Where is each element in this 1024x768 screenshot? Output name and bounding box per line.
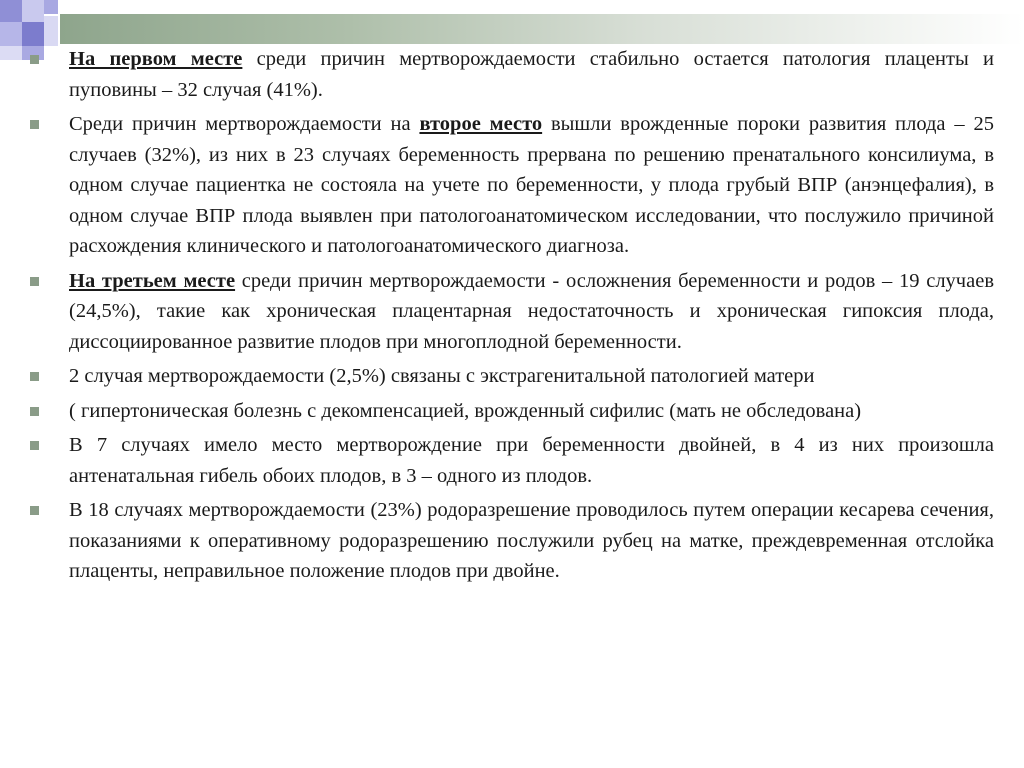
bullet-text: ( гипертоническая болезнь с декомпенсацией, врожденный сифилис (мать не обследована)	[69, 399, 862, 422]
square-bullet-icon	[30, 372, 39, 381]
bullet-item	[30, 495, 994, 587]
bullet-text: вышли врожденные пороки развития плода – 25 случаев (32%), из них в 23 случаях беременность прервана по решению пренатального консилиума, в одном случае пациентка не состояла на учете по беременности, у плода грубый ВПР (анэнцефалия), в одном случае ВПР плода выявлен при патологоанатомическом исследовании, что послужило причиной расхождения клинического и патологоанатомического диагноза.	[69, 113, 994, 257]
decorative-square	[22, 22, 44, 46]
slide-body	[30, 44, 994, 591]
bullet-list	[30, 44, 994, 587]
square-bullet-icon	[30, 407, 39, 416]
bullet-text: Среди причин мертворождаемости на	[69, 113, 420, 135]
bullet-item	[30, 430, 994, 491]
bullet-text: 2 случая мертворождаемости (2,5%) связаны с экстрагенитальной патологией матери	[69, 365, 815, 387]
decorative-square	[0, 22, 22, 46]
bullet-item	[30, 266, 994, 358]
bullet-text: В 18 случаях мертворождаемости (23%) родоразрешение проводилось путем операции кесарева сечения, показаниями к оперативному родоразрешению послужили рубец на матке, преждевременная отслойка плаценты, неправильное положение плодов при двойне.	[69, 499, 994, 582]
square-bullet-icon	[30, 506, 39, 515]
bullet-lead: второе место	[419, 113, 543, 135]
square-bullet-icon	[30, 441, 39, 450]
bullet-text: В 7 случаях имело место мертворождение при беременности двойней, в 4 из них произошла антенатальная гибель обоих плодов, в 3 – одного из плодов.	[69, 434, 994, 487]
bullet-item	[30, 361, 994, 392]
decorative-square	[44, 0, 58, 14]
bullet-text: среди причин мертворождаемости стабильно остается патология плаценты и пуповины – 32 случая (41%).	[69, 48, 994, 101]
square-bullet-icon	[30, 277, 39, 286]
bullet-item	[30, 44, 994, 105]
square-bullet-icon	[30, 55, 39, 64]
header-gradient-band	[60, 14, 1024, 44]
bullet-text: среди причин мертворождаемости - осложнения беременности и родов – 19 случаев (24,5%), такие как хроническая плацентарная недостаточность и хроническая гипоксия плода, диссоциированное развитие плодов при многоплодной беременности.	[69, 269, 994, 353]
bullet-lead: На первом месте	[69, 48, 243, 70]
decorative-square	[44, 16, 58, 46]
decorative-square	[0, 0, 22, 22]
square-bullet-icon	[30, 120, 39, 129]
decorative-square	[22, 0, 44, 22]
bullet-item	[30, 109, 994, 262]
bullet-item	[30, 396, 994, 427]
decorative-square	[0, 46, 22, 60]
bullet-lead: На третьем месте	[69, 269, 236, 292]
